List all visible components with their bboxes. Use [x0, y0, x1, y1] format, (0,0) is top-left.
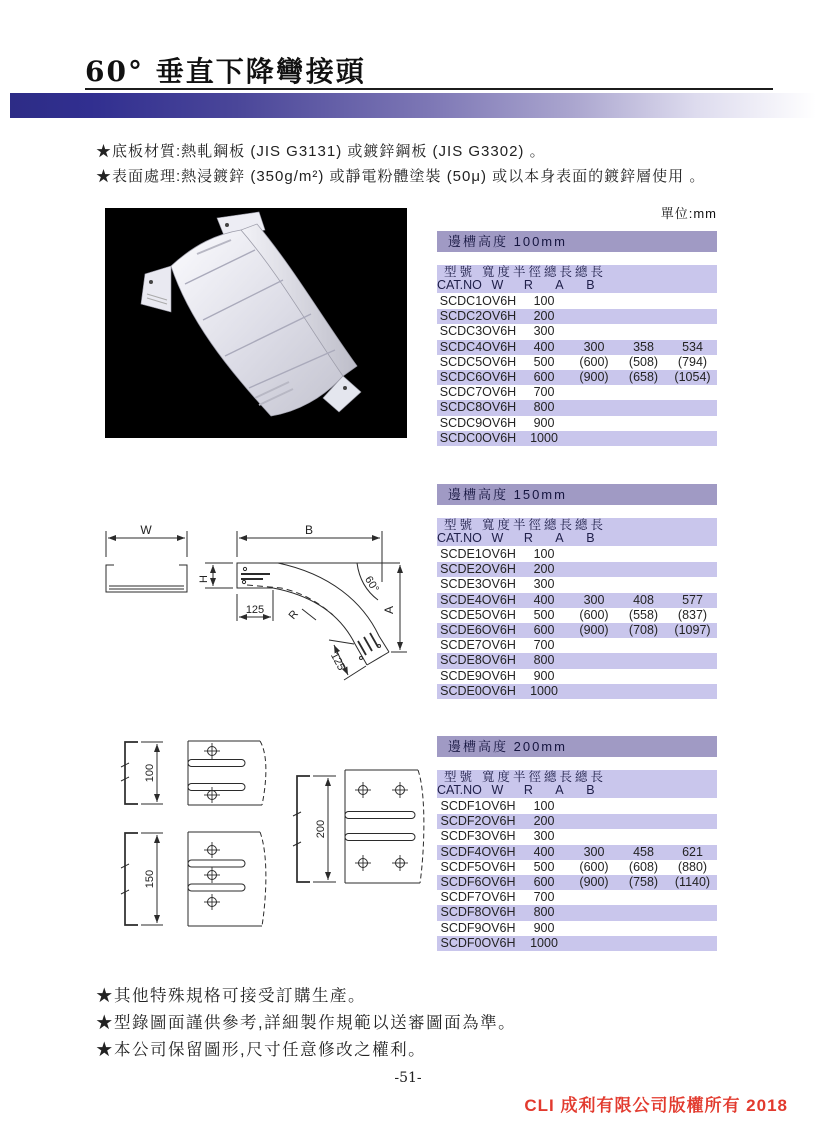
cell-length-a — [619, 547, 668, 562]
table-row — [437, 324, 717, 339]
cell-length-a — [619, 294, 668, 309]
gradient-bar — [10, 93, 816, 118]
cell-catno: SCDC7OV6H — [439, 385, 517, 400]
column-header: 寬度 W — [481, 518, 513, 545]
table-row — [437, 416, 717, 431]
cell-width: 200 — [533, 814, 555, 829]
cell-catno: SCDE7OV6H — [440, 638, 516, 653]
cell-length-a — [619, 905, 668, 920]
table-row — [437, 890, 717, 905]
cell-catno: SCDE1OV6H — [440, 547, 516, 561]
note-line: ★本公司保留圖形,尺寸任意修改之權利。 — [96, 1041, 427, 1059]
cell-length-a — [619, 400, 668, 415]
cell-length-a: (608) — [628, 859, 659, 874]
cell-catno: SCDF0OV6H — [440, 935, 516, 950]
cell-length-a — [619, 638, 668, 653]
cell-length-a: (658) — [628, 369, 659, 384]
dimension-label-125: 125 — [245, 604, 265, 616]
cell-width: 500 — [533, 354, 555, 369]
table-row — [437, 608, 717, 623]
cell-length-a: 458 — [633, 844, 654, 859]
cell-width: 600 — [533, 874, 555, 889]
table-row — [437, 905, 717, 920]
cell-length-a — [619, 829, 668, 844]
table-row — [437, 921, 717, 936]
title-underline — [85, 88, 773, 90]
dimension-label-100: 100 — [144, 763, 156, 783]
cell-catno: SCDC4OV6H — [439, 339, 517, 354]
cell-radius: 300 — [583, 339, 605, 354]
column-header: 總長 B — [574, 770, 606, 797]
cell-width: 100 — [533, 547, 555, 561]
cell-length-b: (1140) — [674, 874, 711, 889]
table-header-row — [437, 265, 717, 293]
cell-catno: SCDC3OV6H — [439, 324, 517, 339]
cell-catno: SCDF6OV6H — [440, 874, 516, 889]
cell-radius — [569, 416, 619, 431]
cell-length-a — [619, 936, 668, 951]
dimension-label-h: H — [198, 575, 210, 583]
cell-catno: SCDC9OV6H — [439, 415, 517, 430]
cell-radius — [569, 936, 619, 951]
angle-label: 60° — [362, 574, 382, 595]
cell-width: 200 — [533, 562, 555, 577]
cell-length-a — [619, 890, 668, 905]
drawing-end-details — [105, 736, 427, 962]
column-header: 總長 A — [543, 770, 575, 797]
cell-length-b: (1054) — [674, 369, 711, 384]
column-header: 寬度 W — [481, 265, 513, 292]
cell-length-a — [619, 814, 668, 829]
column-header: 總長 B — [574, 265, 606, 292]
cell-radius — [569, 890, 619, 905]
cell-length-a: (758) — [628, 874, 659, 889]
material-note-line: ★底板材質:熱軋鋼板 (JIS G3131) 或鍍鋅鋼板 (JIS G3302) 。 — [96, 143, 546, 160]
cell-width: 1000 — [530, 935, 558, 950]
cell-radius — [569, 385, 619, 400]
table-row — [437, 669, 717, 684]
cell-radius — [569, 814, 619, 829]
column-header: 總長 B — [574, 518, 606, 545]
table-band: 邊槽高度 200mm — [437, 736, 717, 757]
cell-length-b — [668, 309, 717, 324]
cell-radius: (600) — [579, 607, 609, 622]
cell-length-a — [619, 416, 668, 431]
cell-catno: SCDC5OV6H — [439, 354, 517, 369]
cell-radius — [569, 799, 619, 814]
column-header: 總長 A — [543, 265, 575, 292]
table-row — [437, 829, 717, 844]
cell-width: 100 — [533, 799, 555, 813]
cell-length-b: (837) — [677, 607, 708, 622]
unit-label: 單位:mm — [660, 206, 717, 221]
cell-radius — [569, 653, 619, 668]
cell-length-b — [668, 905, 717, 920]
table-header-row — [437, 770, 717, 798]
cell-catno: SCDF9OV6H — [440, 920, 516, 935]
table-row — [437, 860, 717, 875]
cell-length-a — [619, 921, 668, 936]
cell-length-b — [668, 431, 717, 446]
cell-length-a — [619, 577, 668, 592]
cell-length-b: 577 — [682, 592, 703, 607]
table-row — [437, 684, 717, 699]
table-body — [437, 799, 717, 951]
cell-radius — [569, 684, 619, 699]
cell-length-a: (558) — [628, 607, 659, 622]
table-row — [437, 400, 717, 415]
cell-length-b — [668, 638, 717, 653]
table-body — [437, 294, 717, 446]
table-row — [437, 875, 717, 890]
cell-length-b — [668, 324, 717, 339]
cell-radius: (600) — [579, 354, 609, 369]
cell-length-b — [668, 890, 717, 905]
table-row — [437, 370, 717, 385]
cell-length-b — [668, 669, 717, 684]
cell-length-b — [668, 562, 717, 577]
cell-catno: SCDF7OV6H — [440, 890, 516, 905]
cell-length-b — [668, 385, 717, 400]
cell-radius — [569, 309, 619, 324]
note-line: ★型錄圖面謹供參考,詳細製作規範以送審圖面為準。 — [96, 1014, 517, 1032]
spec-table-200 — [437, 736, 717, 951]
material-note-line: ★表面處理:熱浸鍍鋅 (350g/m²) 或靜電粉體塗裝 (50μ) 或以本身表面的鍍鋅層使用 。 — [96, 168, 706, 185]
column-header: 型號 CAT.NO — [437, 518, 482, 545]
cell-catno: SCDC6OV6H — [439, 369, 517, 384]
cell-radius — [569, 547, 619, 562]
table-header-row — [437, 518, 717, 546]
cell-catno: SCDE9OV6H — [440, 668, 516, 683]
dimension-label-w: W — [140, 523, 152, 537]
cell-width: 400 — [533, 844, 555, 859]
table-row — [437, 799, 717, 814]
table-row — [437, 340, 717, 355]
cell-length-b: 534 — [682, 339, 703, 354]
cell-length-b — [668, 684, 717, 699]
cell-length-a — [619, 799, 668, 814]
footer-notes — [96, 983, 516, 1064]
cell-length-b: (1097) — [674, 622, 711, 637]
dimension-label-150: 150 — [144, 869, 156, 889]
cell-width: 700 — [533, 638, 555, 653]
cell-radius — [569, 294, 619, 309]
cell-catno: SCDC2OV6H — [439, 309, 517, 324]
table-band: 邊槽高度 150mm — [437, 484, 717, 505]
cell-width: 1000 — [530, 430, 558, 445]
cell-catno: SCDC0OV6H — [439, 430, 517, 445]
cell-radius — [569, 562, 619, 577]
table-row — [437, 355, 717, 370]
column-header: 型號 CAT.NO — [437, 265, 482, 292]
cell-catno: SCDE6OV6H — [440, 622, 516, 637]
table-row — [437, 309, 717, 324]
column-header: 半徑 R — [512, 770, 544, 797]
cell-length-b — [668, 577, 717, 592]
cell-width: 800 — [533, 400, 555, 415]
cell-length-b — [668, 814, 717, 829]
material-notes — [96, 139, 705, 189]
column-header: 半徑 R — [512, 265, 544, 292]
column-header: 寬度 W — [481, 770, 513, 797]
cell-catno: SCDF8OV6H — [440, 905, 516, 920]
cell-length-b — [668, 416, 717, 431]
cell-length-a — [619, 684, 668, 699]
copyright: CLI 成利有限公司版權所有 2018 — [524, 1096, 788, 1115]
cell-catno: SCDF4OV6H — [440, 844, 516, 859]
column-header: 半徑 R — [512, 518, 544, 545]
cell-width: 500 — [533, 859, 555, 874]
cell-width: 900 — [533, 415, 555, 430]
cell-radius — [569, 400, 619, 415]
cell-width: 500 — [533, 607, 555, 622]
cell-radius — [569, 324, 619, 339]
dimension-label-125-tail: 125 — [328, 650, 348, 673]
table-row — [437, 547, 717, 562]
table-row — [437, 431, 717, 446]
cell-radius — [569, 669, 619, 684]
cell-catno: SCDE0OV6H — [440, 683, 516, 698]
cell-length-a: 408 — [633, 592, 654, 607]
cell-catno: SCDE3OV6H — [440, 577, 516, 592]
cell-width: 300 — [533, 577, 555, 592]
cell-length-b: (880) — [677, 859, 708, 874]
cell-width: 1000 — [530, 683, 558, 698]
cell-width: 400 — [533, 339, 555, 354]
cell-width: 900 — [533, 920, 555, 935]
cell-length-a — [619, 385, 668, 400]
spec-table-150 — [437, 484, 717, 699]
cell-catno: SCDC8OV6H — [439, 400, 517, 415]
cell-width: 700 — [533, 890, 555, 905]
cell-radius: (600) — [579, 859, 609, 874]
table-body — [437, 547, 717, 699]
table-row — [437, 385, 717, 400]
tray-photo-illustration — [105, 208, 407, 438]
cell-length-a — [619, 324, 668, 339]
table-row — [437, 936, 717, 951]
table-row — [437, 653, 717, 668]
dimension-label-a: A — [382, 605, 396, 615]
table-row — [437, 294, 717, 309]
cell-length-a — [619, 562, 668, 577]
cell-width: 700 — [533, 385, 555, 400]
cell-length-b — [668, 294, 717, 309]
cell-length-b — [668, 799, 717, 814]
dimension-label-200: 200 — [315, 819, 327, 839]
cell-length-a — [619, 431, 668, 446]
cell-catno: SCDC1OV6H — [439, 294, 517, 308]
cell-radius — [569, 431, 619, 446]
cell-catno: SCDF3OV6H — [440, 829, 516, 844]
drawing-bend-profile — [95, 522, 425, 704]
table-band: 邊槽高度 100mm — [437, 231, 717, 252]
cell-length-a: (708) — [628, 622, 659, 637]
cell-catno: SCDE5OV6H — [440, 607, 516, 622]
cell-catno: SCDF5OV6H — [440, 859, 516, 874]
cell-catno: SCDE8OV6H — [440, 653, 516, 668]
cell-length-a — [619, 309, 668, 324]
cell-length-b — [668, 921, 717, 936]
cell-width: 600 — [533, 622, 555, 637]
cell-length-b — [668, 653, 717, 668]
cell-catno: SCDE4OV6H — [440, 592, 516, 607]
cell-width: 300 — [533, 829, 555, 844]
dimension-label-b: B — [304, 523, 314, 537]
table-row — [437, 845, 717, 860]
cell-length-b — [668, 547, 717, 562]
cell-catno: SCDF2OV6H — [440, 814, 516, 829]
note-line: ★其他特殊規格可接受訂購生產。 — [96, 987, 366, 1005]
cell-radius — [569, 577, 619, 592]
cell-width: 200 — [533, 309, 555, 324]
table-row — [437, 814, 717, 829]
page-number: -51- — [394, 1070, 422, 1086]
cell-length-a — [619, 653, 668, 668]
cell-width: 400 — [533, 592, 555, 607]
table-row — [437, 577, 717, 592]
cell-radius: 300 — [583, 592, 605, 607]
cell-length-b: (794) — [677, 354, 708, 369]
product-photo — [105, 208, 407, 438]
cell-length-b — [668, 829, 717, 844]
cell-catno: SCDF1OV6H — [440, 799, 516, 813]
cell-width: 600 — [533, 369, 555, 384]
cell-radius: (900) — [579, 369, 609, 384]
cell-radius — [569, 638, 619, 653]
table-row — [437, 623, 717, 638]
cell-radius: (900) — [579, 622, 609, 637]
cell-radius: (900) — [579, 874, 609, 889]
cell-width: 800 — [533, 653, 555, 668]
cell-radius — [569, 829, 619, 844]
cell-length-b: 621 — [682, 844, 703, 859]
cell-length-a: (508) — [628, 354, 659, 369]
spec-table-100 — [437, 231, 717, 446]
cell-length-b — [668, 400, 717, 415]
table-row — [437, 562, 717, 577]
page-title: 60° 垂直下降彎接頭 — [85, 55, 366, 88]
cell-length-b — [668, 936, 717, 951]
table-row — [437, 638, 717, 653]
cell-length-a — [619, 669, 668, 684]
cell-width: 100 — [533, 294, 555, 308]
radius-label: R — [286, 608, 301, 622]
cell-catno: SCDE2OV6H — [440, 562, 516, 577]
cell-width: 300 — [533, 324, 555, 339]
cell-width: 800 — [533, 905, 555, 920]
column-header: 型號 CAT.NO — [437, 770, 482, 797]
cell-radius: 300 — [583, 844, 605, 859]
table-row — [437, 593, 717, 608]
column-header: 總長 A — [543, 518, 575, 545]
cell-radius — [569, 905, 619, 920]
cell-radius — [569, 921, 619, 936]
cell-length-a: 358 — [633, 339, 654, 354]
cell-width: 900 — [533, 668, 555, 683]
